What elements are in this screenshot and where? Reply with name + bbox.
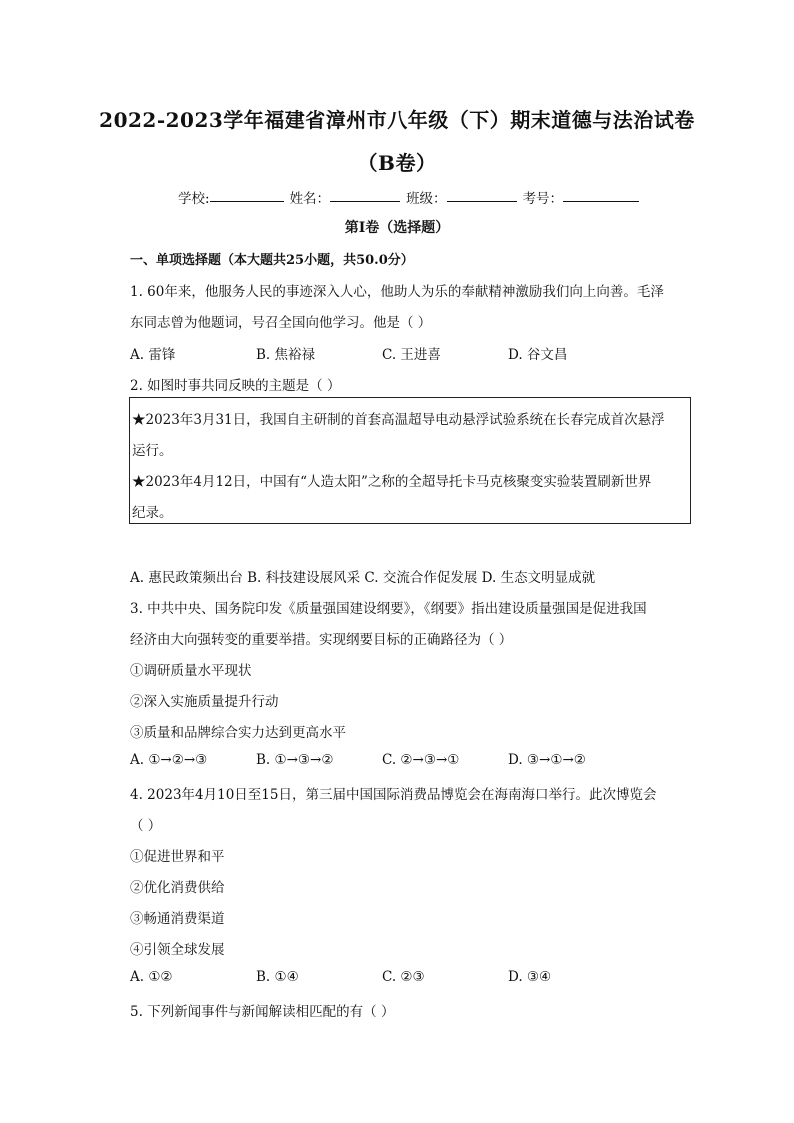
q4-item-2: ②优化消费供给 bbox=[130, 880, 225, 896]
q4-option-b[interactable]: B. ①④ bbox=[256, 969, 299, 985]
class-label: 班级： bbox=[406, 191, 447, 207]
q2-options[interactable]: A. 惠民政策频出台 B. 科技建设展风采 C. 交流合作促发展 D. 生态文明显成就 bbox=[130, 570, 596, 586]
q4-item-1: ①促进世界和平 bbox=[130, 849, 225, 865]
exam-number-blank[interactable] bbox=[563, 187, 639, 202]
q4-stem-line1: 4. 2023年4月10日至15日，第三届中国国际消费品博览会在海南海口举行。此次博览会 bbox=[130, 787, 657, 803]
part-heading: 一、单项选择题（本大题共25小题，共50.0分） bbox=[130, 253, 414, 268]
name-label: 姓名： bbox=[289, 191, 331, 207]
exam-number-label: 考号： bbox=[522, 191, 564, 207]
q3-item-2: ②深入实施质量提升行动 bbox=[130, 694, 279, 710]
q4-option-d[interactable]: D. ③④ bbox=[508, 969, 552, 985]
q4-item-4: ④引领全球发展 bbox=[130, 942, 225, 958]
school-blank[interactable] bbox=[210, 187, 284, 202]
q2-box-line2: 运行。 bbox=[132, 443, 173, 459]
q3-stem-line1: 3. 中共中央、国务院印发《质量强国建设纲要》，《纲要》指出建设质量强国是促进我国 bbox=[130, 601, 647, 617]
q1-stem-line2: 东同志曾为他题词，号召全国向他学习。他是（ ） bbox=[130, 315, 432, 331]
q1-stem-line1: 1. 60年来，他服务人民的事迹深入人心，他助人为乐的奉献精神激励我们向上向善。毛泽 bbox=[130, 284, 664, 300]
q4-option-a[interactable]: A. ①② bbox=[130, 969, 173, 985]
q2-box-line3: ★2023年4月12日，中国有“人造太阳”之称的全超导托卡马克核聚变实验装置刷新世界 bbox=[132, 474, 652, 490]
name-blank[interactable] bbox=[330, 187, 400, 202]
q4-stem-line2: （ ） bbox=[130, 818, 162, 834]
q3-item-1: ①调研质量水平现状 bbox=[130, 663, 252, 679]
class-blank[interactable] bbox=[447, 187, 517, 202]
q4-option-c[interactable]: C. ②③ bbox=[382, 969, 425, 985]
q1-option-c[interactable]: C. 王进喜 bbox=[382, 347, 441, 363]
q2-box-line1: ★2023年3月31日，我国自主研制的首套高温超导电动悬浮试验系统在长春完成首次悬浮 bbox=[132, 412, 665, 428]
q3-stem-line2: 经济由大向强转变的重要举措。实现纲要目标的正确路径为（ ） bbox=[130, 632, 513, 648]
q2-stem: 2. 如图时事共同反映的主题是（ ） bbox=[130, 378, 341, 394]
q1-option-a[interactable]: A. 雷锋 bbox=[130, 347, 176, 363]
q3-option-b[interactable]: B. ①→③→② bbox=[256, 752, 334, 768]
q4-item-3: ③畅通消费渠道 bbox=[130, 911, 225, 927]
school-label: 学校: bbox=[178, 191, 210, 207]
q3-option-c[interactable]: C. ②→③→① bbox=[382, 752, 460, 768]
section-title: 第I卷（选择题） bbox=[344, 220, 450, 236]
q1-option-d[interactable]: D. 谷文昌 bbox=[508, 347, 568, 363]
q5-stem: 5. 下列新闻事件与新闻解读相匹配的有（ ） bbox=[130, 1004, 395, 1020]
student-info-row bbox=[178, 187, 645, 207]
q2-box-line4: 纪录。 bbox=[132, 505, 173, 521]
q3-item-3: ③质量和品牌综合实力达到更高水平 bbox=[130, 725, 346, 741]
q3-option-a[interactable]: A. ①→②→③ bbox=[130, 752, 208, 768]
exam-title: 2022-2023学年福建省漳州市八年级（下）期末道德与法治试卷 bbox=[99, 108, 695, 132]
q2-news-box bbox=[129, 397, 691, 524]
exam-title-subtitle: （B卷） bbox=[357, 151, 437, 175]
q3-option-d[interactable]: D. ③→①→② bbox=[508, 752, 586, 768]
q1-option-b[interactable]: B. 焦裕禄 bbox=[256, 347, 316, 363]
